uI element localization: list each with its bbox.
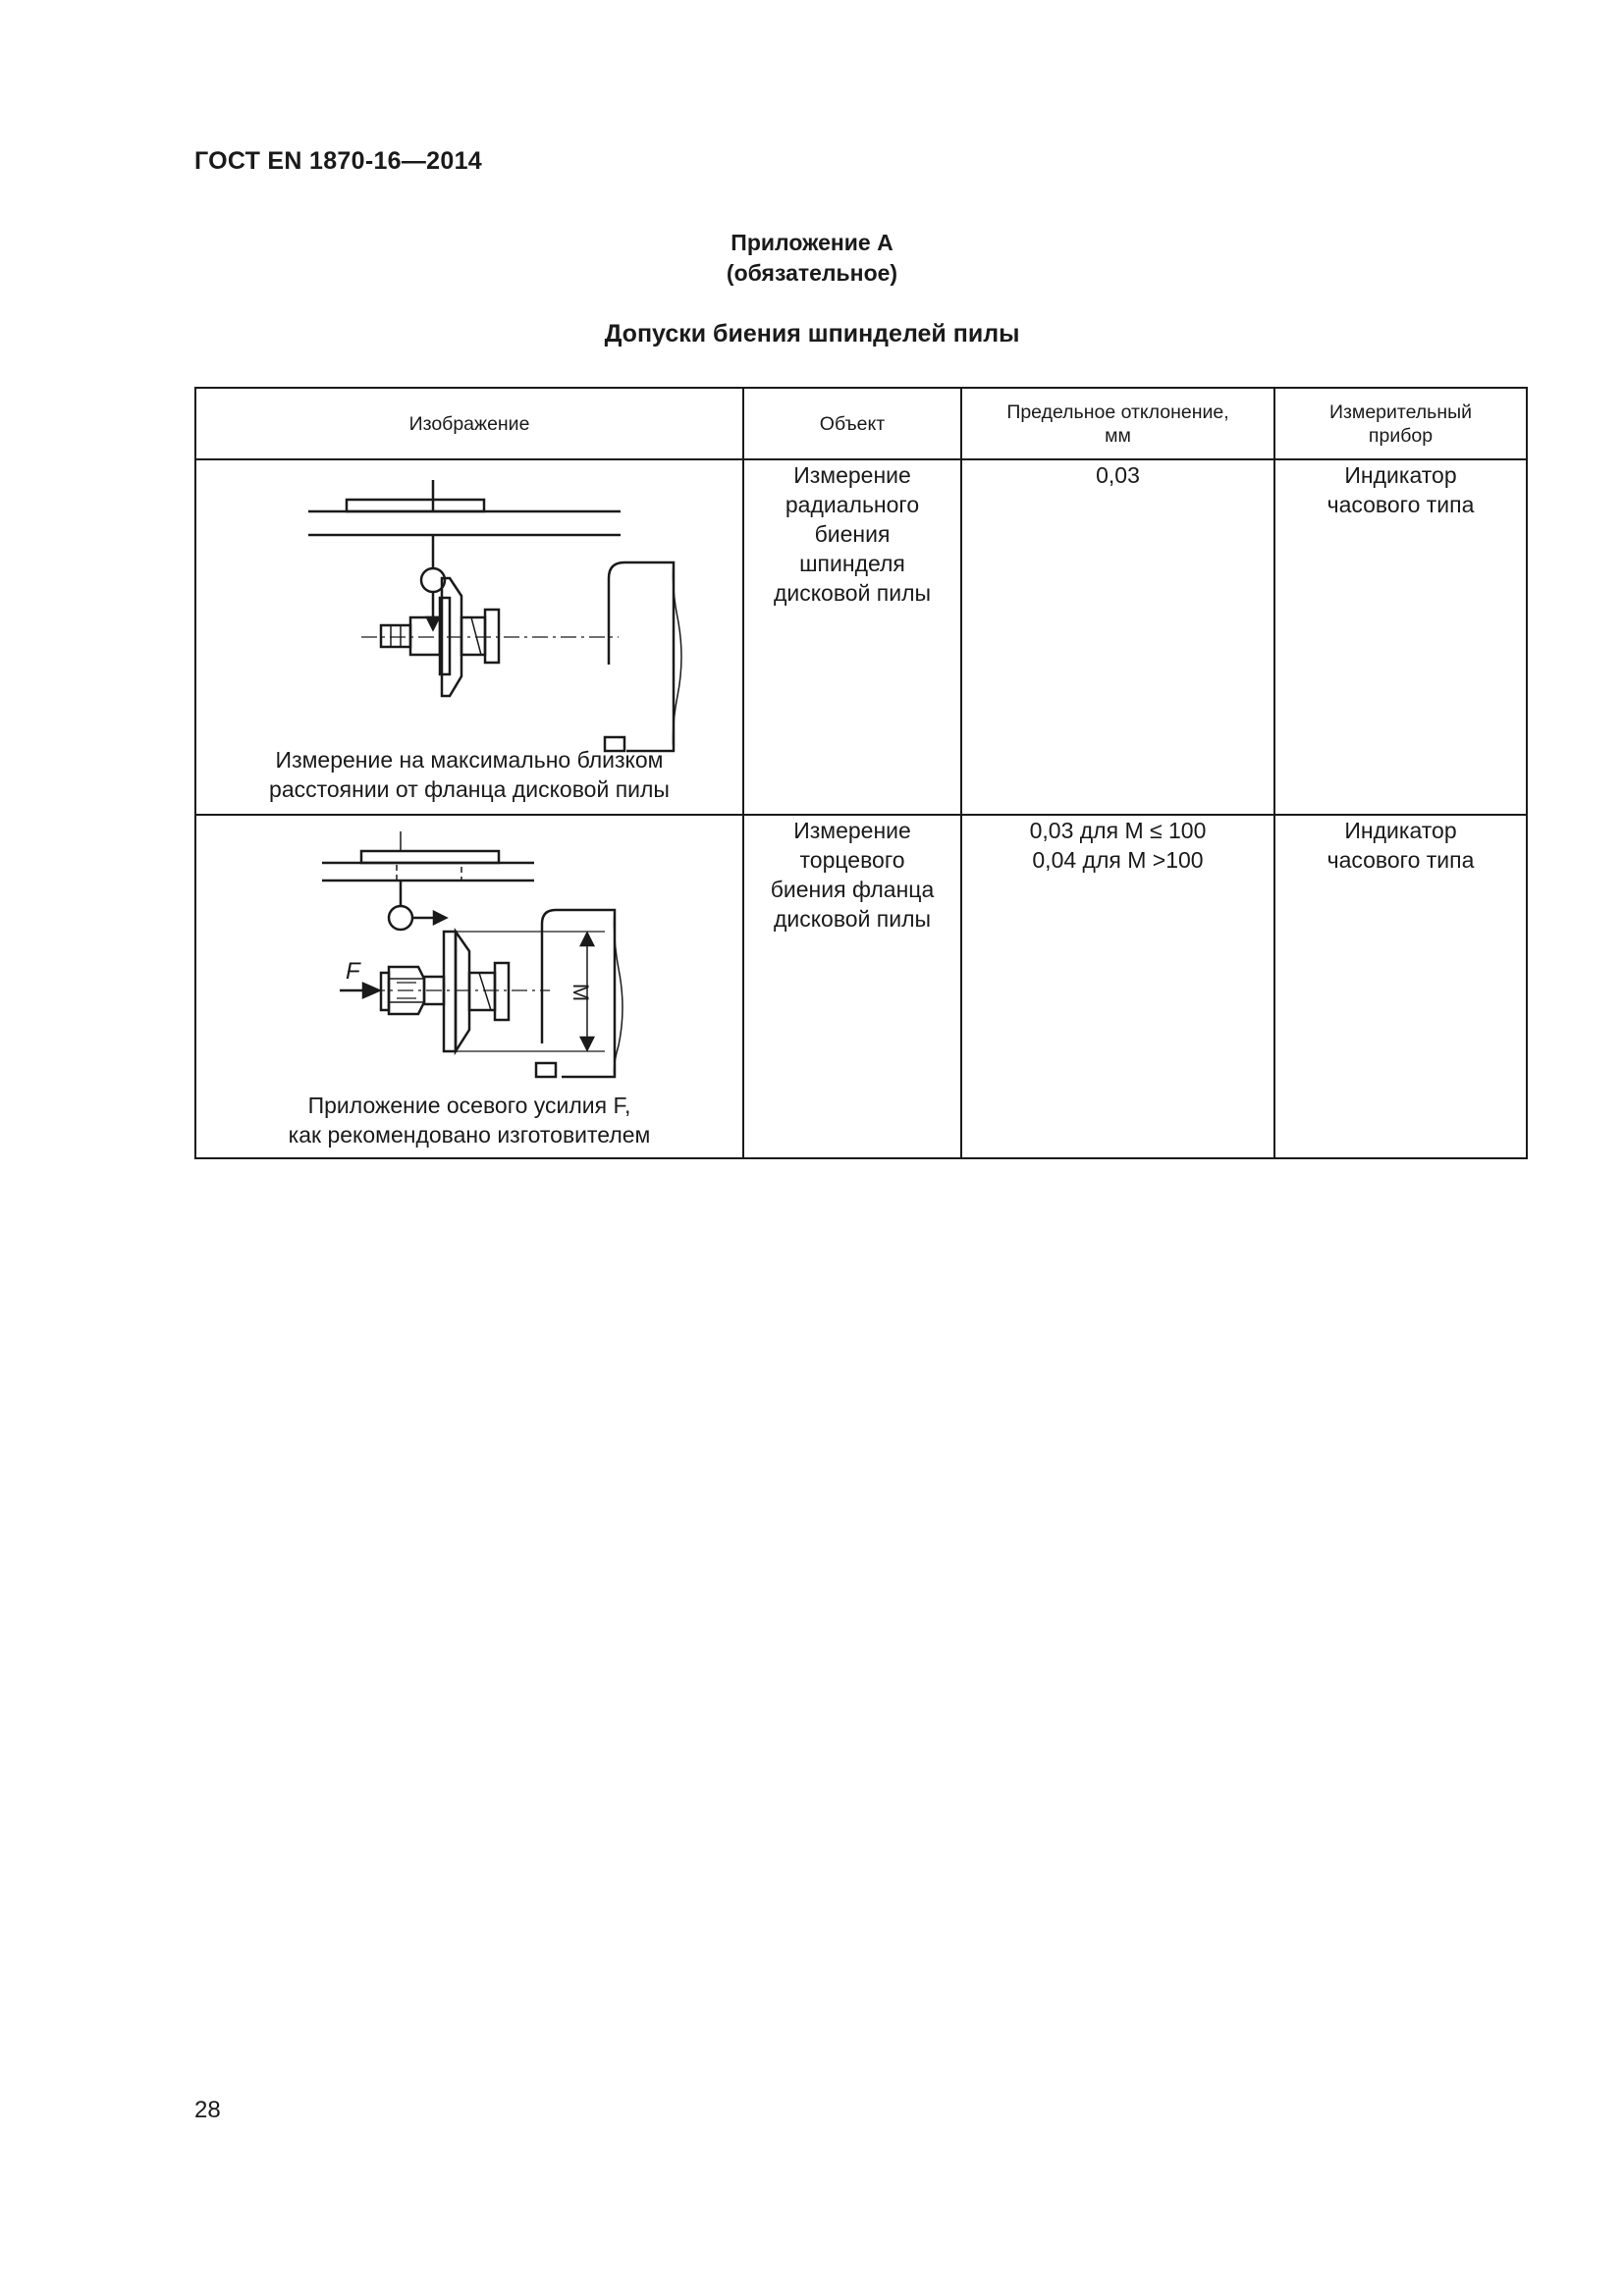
- image-cell: [195, 815, 743, 1158]
- caption-line: Измерение на максимально близком: [275, 747, 664, 773]
- object-line: биения фланца: [770, 877, 935, 902]
- tolerance-table: [194, 387, 1528, 1159]
- spindle-end-shape: [381, 625, 410, 647]
- document-code: ГОСТ EN 1870-16—2014: [194, 147, 482, 175]
- page-number: 28: [194, 2097, 221, 2123]
- bearing-shape: [485, 610, 499, 663]
- figure-caption: [196, 745, 742, 804]
- instrument-line: Индикатор: [1344, 462, 1457, 488]
- tolerance-value: 0,03: [1096, 462, 1140, 488]
- instrument-line: часового типа: [1326, 847, 1475, 873]
- object-cell: [743, 815, 961, 1158]
- table-header-row: [195, 388, 1527, 459]
- figure-caption: [196, 1091, 742, 1149]
- caption-line: как рекомендовано изготовителем: [288, 1122, 651, 1148]
- dial-indicator-icon: [389, 906, 412, 930]
- instrument-line: Индикатор: [1344, 818, 1457, 843]
- column-header-unit: мм: [1105, 424, 1131, 447]
- column-header-label: Измерительный: [1328, 400, 1473, 423]
- probe-arrow-icon: [434, 912, 446, 924]
- column-header-tolerance: [961, 388, 1274, 459]
- instrument-cell: [1274, 459, 1527, 815]
- image-cell: [195, 459, 743, 815]
- tolerance-value: 0,03 для М ≤ 100: [1029, 818, 1207, 843]
- object-line: дисковой пилы: [773, 906, 932, 932]
- object-line: шпинделя: [799, 551, 905, 576]
- tolerance-value: 0,04 для М >100: [1032, 847, 1204, 873]
- instrument-line: часового типа: [1326, 492, 1475, 517]
- dimension-label: M: [568, 983, 593, 1002]
- flange-shape: [444, 932, 456, 1051]
- object-line: Измерение: [793, 818, 911, 843]
- caption-line: Приложение осевого усилия F,: [307, 1093, 631, 1118]
- table-title: Допуски биения шпинделей пилы: [604, 320, 1020, 347]
- annex-heading: [0, 228, 1624, 289]
- tolerance-cell: [961, 815, 1274, 1158]
- saw-blade-shape: [347, 500, 484, 511]
- object-line: биения: [814, 521, 891, 547]
- object-cell: [743, 459, 961, 815]
- annex-title: Приложение А: [731, 230, 893, 255]
- column-header-object: [743, 388, 961, 459]
- force-label: F: [346, 958, 360, 985]
- object-line: Измерение: [793, 462, 911, 488]
- column-header-label: Предельное отклонение,: [1006, 400, 1229, 423]
- bearing-shape: [495, 963, 509, 1020]
- probe-arrow-icon: [427, 617, 439, 629]
- saw-blade-shape: [361, 851, 499, 863]
- tolerance-cell: [961, 459, 1274, 815]
- column-header-label: Изображение: [408, 412, 530, 435]
- column-header-image: [195, 388, 743, 459]
- caption-line: расстоянии от фланца дисковой пилы: [269, 776, 670, 802]
- blade-hub-shape: [397, 863, 461, 881]
- column-header-label: прибор: [1368, 424, 1434, 447]
- flange-cone-shape: [456, 932, 469, 1051]
- column-header-label: Объект: [819, 412, 886, 435]
- annex-status: (обязательное): [726, 260, 898, 286]
- table-row: [195, 459, 1527, 815]
- table-row: [195, 815, 1527, 1158]
- object-line: торцевого: [799, 847, 905, 873]
- motor-housing-shape: [609, 562, 674, 751]
- object-line: радиального: [785, 492, 920, 517]
- instrument-cell: [1274, 815, 1527, 1158]
- object-line: дисковой пилы: [773, 580, 932, 606]
- spindle-shaft-shape: [469, 973, 495, 1010]
- column-header-instrument: [1274, 388, 1527, 459]
